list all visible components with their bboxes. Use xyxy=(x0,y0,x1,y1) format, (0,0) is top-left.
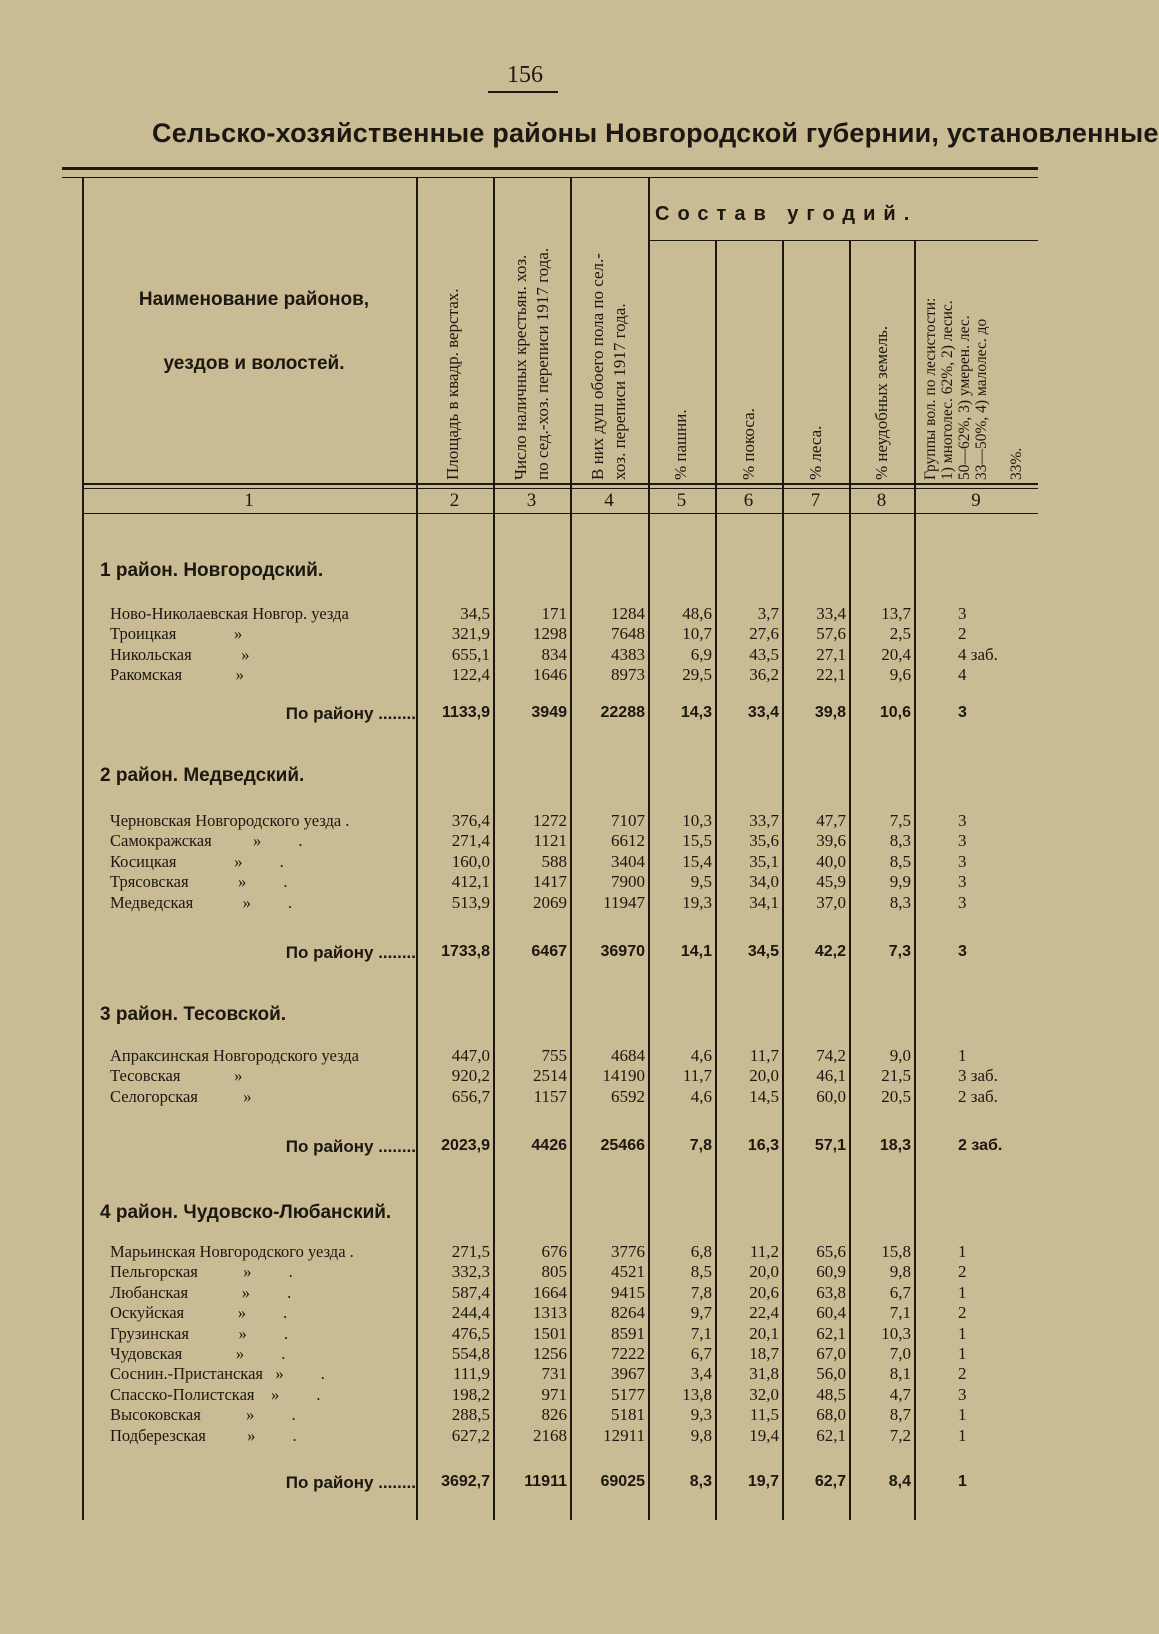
row-name: Пельгорская » . xyxy=(110,1262,293,1282)
table-cell: 8591 xyxy=(611,1323,645,1343)
table-cell: 7222 xyxy=(611,1344,645,1363)
district-total-cell: 18,3 xyxy=(879,1137,911,1154)
table-cell: 43,5 xyxy=(749,644,779,664)
table-cell: 4,7 xyxy=(889,1384,911,1404)
column-number-9: 9 xyxy=(971,490,981,511)
table-cell: 8,5 xyxy=(889,851,911,871)
row-name: Грузинская » . xyxy=(110,1323,288,1343)
table-cell: 32,0 xyxy=(749,1384,779,1404)
table-cell: 9,8 xyxy=(690,1425,712,1445)
table-cell: 35,1 xyxy=(749,851,779,871)
table-cell: 587,4 xyxy=(451,1282,490,1302)
table-cell-forest-group: 3 xyxy=(958,892,967,912)
column-number-4: 4 xyxy=(604,490,614,511)
header-col3-line2: по сед.-хоз. переписи 1917 года. xyxy=(533,247,552,480)
table-cell: 20,6 xyxy=(749,1282,779,1302)
table-cell: 920,2 xyxy=(451,1066,490,1086)
table-cell: 62,1 xyxy=(816,1323,846,1343)
district-total-cell: 69025 xyxy=(600,1473,645,1490)
district-total-cell: 1733,8 xyxy=(441,943,490,960)
row-name: Ракомская » xyxy=(110,665,244,685)
row-name: Трясовская » . xyxy=(110,872,288,892)
district-total-cell: 42,2 xyxy=(814,943,846,960)
table-cell: 7107 xyxy=(611,811,645,830)
district-total-cell: 57,1 xyxy=(814,1137,846,1154)
row-name: Троицкая » xyxy=(110,624,243,644)
group-header-rule xyxy=(648,240,1038,241)
section-title: 1 район. Новгородский. xyxy=(100,560,324,581)
table-cell: 8,3 xyxy=(889,892,911,912)
table-cell: 1313 xyxy=(533,1303,567,1323)
table-cell-forest-group: 4 xyxy=(958,665,967,685)
table-cell-forest-group: 1 xyxy=(958,1405,967,1425)
table-cell: 8,5 xyxy=(690,1262,712,1282)
table-cell: 15,8 xyxy=(881,1242,911,1261)
table-cell: 271,4 xyxy=(451,831,490,851)
table-cell: 67,0 xyxy=(816,1344,846,1363)
row-name: Никольская » xyxy=(110,644,250,664)
page-title: Сельско-хозяйственные районы Новгородской губернии, установленные xyxy=(152,118,1159,148)
district-total-forest-group: 3 xyxy=(958,704,967,721)
table-cell: 244,4 xyxy=(451,1303,490,1323)
table-cell-forest-group: 3 xyxy=(958,831,967,851)
table-cell: 1256 xyxy=(533,1344,567,1363)
table-cell: 20,0 xyxy=(749,1262,779,1282)
district-total-cell: 11911 xyxy=(524,1473,567,1490)
table-cell-forest-group: 2 xyxy=(958,624,967,644)
header-col9-line3: 50—62%, 3) умерен. лес. xyxy=(956,315,973,480)
row-name: Высоковская » . xyxy=(110,1405,296,1425)
column-number-5: 5 xyxy=(676,490,687,511)
table-cell: 19,4 xyxy=(749,1425,779,1445)
header-col9-line1: Группы вол. по лесистости: xyxy=(922,297,939,480)
table-cell: 1646 xyxy=(533,665,567,685)
table-cell: 34,0 xyxy=(749,872,779,892)
district-total-cell: 3949 xyxy=(531,704,567,721)
table-cell: 14,5 xyxy=(749,1086,779,1106)
district-total-label: По району ........ xyxy=(285,943,416,962)
row-name: Марьинская Новгородского уезда . xyxy=(110,1242,354,1261)
table-cell: 1272 xyxy=(533,811,567,830)
table-cell: 57,6 xyxy=(816,624,846,644)
table-cell-forest-group: 2 заб. xyxy=(958,1086,998,1106)
table-cell: 2069 xyxy=(533,892,567,912)
table-cell-forest-group: 1 xyxy=(958,1323,967,1343)
table-cell: 9,8 xyxy=(889,1262,911,1282)
district-total-forest-group: 2 заб. xyxy=(958,1137,1003,1154)
section-title: 4 район. Чудовско-Любанский. xyxy=(100,1202,392,1223)
district-total-cell: 7,3 xyxy=(888,943,911,960)
table-cell: 18,7 xyxy=(749,1344,779,1363)
district-total-cell: 10,6 xyxy=(879,704,911,721)
top-rule-thin xyxy=(62,177,1038,178)
table-cell: 27,1 xyxy=(816,644,846,664)
district-total-cell: 4426 xyxy=(531,1137,567,1154)
table-cell: 10,7 xyxy=(682,624,712,644)
header-col9-line4: 33—50%, 4) малолес. до xyxy=(973,318,990,480)
row-name: Медведская » . xyxy=(110,892,293,912)
table-cell: 7,5 xyxy=(889,811,911,830)
table-cell: 13,7 xyxy=(881,604,911,623)
table-cell: 3,7 xyxy=(757,604,779,623)
table-cell: 40,0 xyxy=(816,851,846,871)
table-cell: 655,1 xyxy=(451,644,490,664)
table-cell: 15,5 xyxy=(682,831,712,851)
district-total-cell: 36970 xyxy=(600,943,645,960)
header-col1-line1: Наименование районов, xyxy=(138,289,370,310)
district-total-label: По району ........ xyxy=(285,704,416,723)
table-cell: 627,2 xyxy=(451,1425,490,1445)
table-cell: 45,9 xyxy=(816,872,846,892)
header-col5: % пашни. xyxy=(671,409,690,480)
table-cell-forest-group: 1 xyxy=(958,1344,967,1363)
table-cell: 9415 xyxy=(611,1282,645,1302)
table-cell: 47,7 xyxy=(816,811,846,830)
table-cell-forest-group: 2 xyxy=(958,1364,967,1384)
table-cell: 1298 xyxy=(533,624,567,644)
table-cell: 9,7 xyxy=(690,1303,712,1323)
district-total-label: По району ........ xyxy=(285,1137,416,1156)
table-cell: 476,5 xyxy=(451,1323,490,1343)
district-total-cell: 6467 xyxy=(531,943,567,960)
top-rule-thick xyxy=(62,167,1038,170)
header-bottom-rule xyxy=(82,483,1038,485)
table-cell: 6,7 xyxy=(690,1344,712,1363)
table-cell: 1664 xyxy=(533,1282,567,1302)
table-cell: 4383 xyxy=(611,644,645,664)
header-col4-line2: хоз. переписи 1917 года. xyxy=(610,303,629,480)
table-cell: 11,7 xyxy=(682,1066,712,1086)
table-cell: 588 xyxy=(541,851,567,871)
table-cell: 1157 xyxy=(533,1086,567,1106)
table-cell: 74,2 xyxy=(816,1046,846,1065)
table-cell: 4521 xyxy=(611,1262,645,1282)
table-cell: 271,5 xyxy=(451,1242,490,1261)
header-col7: % леса. xyxy=(806,425,825,480)
table-cell: 13,8 xyxy=(682,1384,712,1404)
table-cell: 8,7 xyxy=(889,1405,911,1425)
table-cell: 3967 xyxy=(611,1364,645,1384)
table-cell: 160,0 xyxy=(451,851,490,871)
table-cell: 21,5 xyxy=(881,1066,911,1086)
table-cell: 755 xyxy=(541,1046,567,1065)
table-cell: 9,0 xyxy=(889,1046,911,1065)
table-cell-forest-group: 1 xyxy=(958,1046,967,1065)
table-cell: 1501 xyxy=(533,1323,567,1343)
table-cell: 9,5 xyxy=(690,872,712,892)
table-cell: 8,1 xyxy=(889,1364,911,1384)
table-cell: 805 xyxy=(541,1262,567,1282)
table-cell: 122,4 xyxy=(451,665,490,685)
section-title: 3 район. Тесовской. xyxy=(100,1004,287,1025)
table-cell: 7,0 xyxy=(889,1344,911,1363)
table-cell: 39,6 xyxy=(816,831,846,851)
table-cell: 20,4 xyxy=(881,644,911,664)
header-col4-line1: В них душ обоего пола по сел.- xyxy=(588,253,607,480)
page-number-rule xyxy=(488,91,558,93)
col-divider-9 xyxy=(914,240,916,1520)
header-col6: % покоса. xyxy=(739,408,758,480)
table-cell: 826 xyxy=(541,1405,567,1425)
header-col8: % неудобных земель. xyxy=(872,325,891,480)
table-cell: 8973 xyxy=(611,665,645,685)
table-cell: 68,0 xyxy=(816,1405,846,1425)
table-cell: 8264 xyxy=(611,1303,645,1323)
header-col9-line5: 33%. xyxy=(1008,447,1025,480)
table-cell: 7900 xyxy=(611,872,645,892)
table-cell-forest-group: 3 xyxy=(958,604,967,623)
table-cell: 9,6 xyxy=(889,665,911,685)
table-cell-forest-group: 4 заб. xyxy=(958,644,998,664)
table-cell: 65,6 xyxy=(816,1242,846,1261)
table-cell: 20,0 xyxy=(749,1066,779,1086)
header-col1-line2: уездов и волостей. xyxy=(163,353,345,374)
header-bottom-rule-2 xyxy=(82,488,1038,489)
row-name: Черновская Новгородского уезда . xyxy=(110,811,350,830)
table-cell: 656,7 xyxy=(451,1086,490,1106)
row-name: Соснин.-Пристанская » . xyxy=(110,1364,325,1384)
table-cell: 20,5 xyxy=(881,1086,911,1106)
table-cell-forest-group: 3 xyxy=(958,872,967,892)
table-cell: 29,5 xyxy=(682,665,712,685)
table-left-border xyxy=(82,178,84,1520)
table-cell: 2,5 xyxy=(889,624,911,644)
table-cell: 11,5 xyxy=(749,1405,779,1425)
table-cell: 1417 xyxy=(533,872,567,892)
table-cell: 34,1 xyxy=(749,892,779,912)
row-name: Оскуйская » . xyxy=(110,1303,288,1323)
row-name: Чудовская » . xyxy=(110,1344,286,1363)
table-cell: 111,9 xyxy=(453,1364,490,1384)
column-number-2: 2 xyxy=(449,490,460,511)
table-cell: 60,4 xyxy=(816,1303,846,1323)
table-cell: 1284 xyxy=(611,604,645,623)
table-cell: 7,2 xyxy=(889,1425,911,1445)
row-name: Апраксинская Новгородского уезда xyxy=(110,1046,359,1065)
table-cell: 34,5 xyxy=(460,604,490,623)
header-col3-line1: Число наличных крестьян. хоз. xyxy=(511,254,530,480)
table-cell: 48,6 xyxy=(682,604,712,623)
district-total-cell: 16,3 xyxy=(747,1137,779,1154)
table-cell-forest-group: 1 xyxy=(958,1282,967,1302)
table-cell: 6,7 xyxy=(889,1282,911,1302)
table-cell: 20,1 xyxy=(749,1323,779,1343)
district-total-cell: 8,3 xyxy=(689,1473,712,1490)
table-cell: 288,5 xyxy=(451,1405,490,1425)
row-name: Любанская » . xyxy=(110,1282,292,1302)
table-cell: 22,4 xyxy=(749,1303,779,1323)
table-cell: 4684 xyxy=(611,1046,645,1065)
column-number-7: 7 xyxy=(810,490,821,511)
district-total-cell: 14,3 xyxy=(680,704,712,721)
section-title: 2 район. Медведский. xyxy=(100,765,305,786)
district-total-cell: 8,4 xyxy=(888,1473,911,1490)
table-cell-forest-group: 3 xyxy=(958,1384,967,1404)
district-total-cell: 3692,7 xyxy=(441,1473,490,1490)
table-cell: 2514 xyxy=(533,1066,567,1086)
table-cell: 60,0 xyxy=(816,1086,846,1106)
table-cell: 33,7 xyxy=(749,811,779,830)
table-cell: 46,1 xyxy=(816,1066,846,1086)
table-cell: 56,0 xyxy=(816,1364,846,1384)
table-cell: 31,8 xyxy=(749,1364,779,1384)
table-cell-forest-group: 1 xyxy=(958,1242,967,1261)
district-total-cell: 33,4 xyxy=(747,704,779,721)
row-name: Косицкая » . xyxy=(110,851,284,871)
table-cell: 60,9 xyxy=(816,1262,846,1282)
table-cell: 9,9 xyxy=(889,872,911,892)
row-name: Тесовская » xyxy=(110,1066,243,1086)
table-cell: 7,1 xyxy=(889,1303,911,1323)
table-cell: 412,1 xyxy=(451,872,490,892)
table-cell: 6612 xyxy=(611,831,645,851)
table-cell: 10,3 xyxy=(881,1323,911,1343)
table-cell: 376,4 xyxy=(451,811,490,830)
table-cell: 10,3 xyxy=(682,811,712,830)
table-cell-forest-group: 3 заб. xyxy=(958,1066,998,1086)
district-total-label: По району ........ xyxy=(285,1473,416,1492)
row-name: Подберезская » . xyxy=(110,1425,297,1445)
table-cell: 731 xyxy=(541,1364,567,1384)
district-total-forest-group: 1 xyxy=(958,1473,967,1490)
district-total-cell: 25466 xyxy=(600,1137,645,1154)
table-cell: 171 xyxy=(541,604,567,623)
district-total-cell: 7,8 xyxy=(689,1137,712,1154)
table-cell: 198,2 xyxy=(451,1384,490,1404)
table-cell: 7,8 xyxy=(690,1282,712,1302)
row-name: Ново-Николаевская Новгор. уезда xyxy=(110,604,349,623)
table-cell-forest-group: 2 xyxy=(958,1262,967,1282)
table-cell: 11,7 xyxy=(749,1046,779,1065)
district-total-cell: 2023,9 xyxy=(441,1137,490,1154)
header-group-land-composition: Состав угодий. xyxy=(655,203,918,225)
table-cell: 7648 xyxy=(611,624,645,644)
table-cell: 11,2 xyxy=(749,1242,779,1261)
table-cell: 19,3 xyxy=(682,892,712,912)
table-cell-forest-group: 2 xyxy=(958,1303,967,1323)
table-cell: 62,1 xyxy=(816,1425,846,1445)
table-cell: 48,5 xyxy=(816,1384,846,1404)
district-total-cell: 39,8 xyxy=(814,704,846,721)
district-total-cell: 14,1 xyxy=(680,943,712,960)
table-cell: 9,3 xyxy=(690,1405,712,1425)
column-number-6: 6 xyxy=(743,490,754,511)
table-cell: 2168 xyxy=(533,1425,567,1445)
table-cell: 37,0 xyxy=(816,892,846,912)
table-cell: 14190 xyxy=(602,1066,645,1086)
table-cell: 63,8 xyxy=(816,1282,846,1302)
table-cell: 4,6 xyxy=(690,1046,712,1065)
table-cell: 971 xyxy=(541,1384,567,1404)
row-name: Селогорская » xyxy=(110,1086,252,1106)
district-total-cell: 22288 xyxy=(600,704,645,721)
table-cell: 3404 xyxy=(611,851,645,871)
page-number: 156 xyxy=(507,62,543,88)
table-cell: 513,9 xyxy=(451,892,490,912)
district-total-forest-group: 3 xyxy=(958,943,967,960)
table-cell: 447,0 xyxy=(451,1046,490,1065)
table-cell: 27,6 xyxy=(749,624,779,644)
column-number-8: 8 xyxy=(876,490,887,511)
table-cell: 8,3 xyxy=(889,831,911,851)
table-cell: 1121 xyxy=(533,831,567,851)
column-number-3: 3 xyxy=(526,490,537,511)
table-cell: 4,6 xyxy=(690,1086,712,1106)
table-cell: 5181 xyxy=(611,1405,645,1425)
column-number-rule xyxy=(82,513,1038,514)
table-cell: 332,3 xyxy=(451,1262,490,1282)
table-cell: 3,4 xyxy=(690,1364,712,1384)
table-cell: 554,8 xyxy=(451,1344,490,1363)
district-total-cell: 62,7 xyxy=(814,1473,846,1490)
district-total-cell: 34,5 xyxy=(747,943,779,960)
table-cell: 36,2 xyxy=(749,665,779,685)
district-total-cell: 19,7 xyxy=(747,1473,779,1490)
table-cell: 3776 xyxy=(611,1242,645,1261)
table-cell: 22,1 xyxy=(816,665,846,685)
table-cell: 6,8 xyxy=(690,1242,712,1261)
table-cell: 7,1 xyxy=(690,1323,712,1343)
row-name: Спасско-Полистская » . xyxy=(110,1384,321,1404)
table-cell: 676 xyxy=(541,1242,567,1261)
table-cell: 15,4 xyxy=(682,851,712,871)
table-cell: 6592 xyxy=(611,1086,645,1106)
table-cell-forest-group: 3 xyxy=(958,851,967,871)
table-cell: 834 xyxy=(541,644,567,664)
header-col2: Площадь в квадр. верстах. xyxy=(443,288,462,480)
table-cell: 12911 xyxy=(603,1425,645,1445)
column-number-1: 1 xyxy=(244,490,254,511)
row-name: Самокражская » . xyxy=(110,831,303,851)
header-col9-line2: 1) многолес. 62%, 2) лесис. xyxy=(939,300,956,480)
district-total-cell: 1133,9 xyxy=(441,704,490,721)
table-cell: 11947 xyxy=(603,892,645,912)
table-cell: 33,4 xyxy=(816,604,846,623)
table-cell-forest-group: 3 xyxy=(958,811,967,830)
table-cell: 321,9 xyxy=(451,624,490,644)
table-cell: 35,6 xyxy=(749,831,779,851)
table-cell-forest-group: 1 xyxy=(958,1425,967,1445)
table-cell: 6,9 xyxy=(690,644,712,664)
table-cell: 5177 xyxy=(611,1384,645,1404)
